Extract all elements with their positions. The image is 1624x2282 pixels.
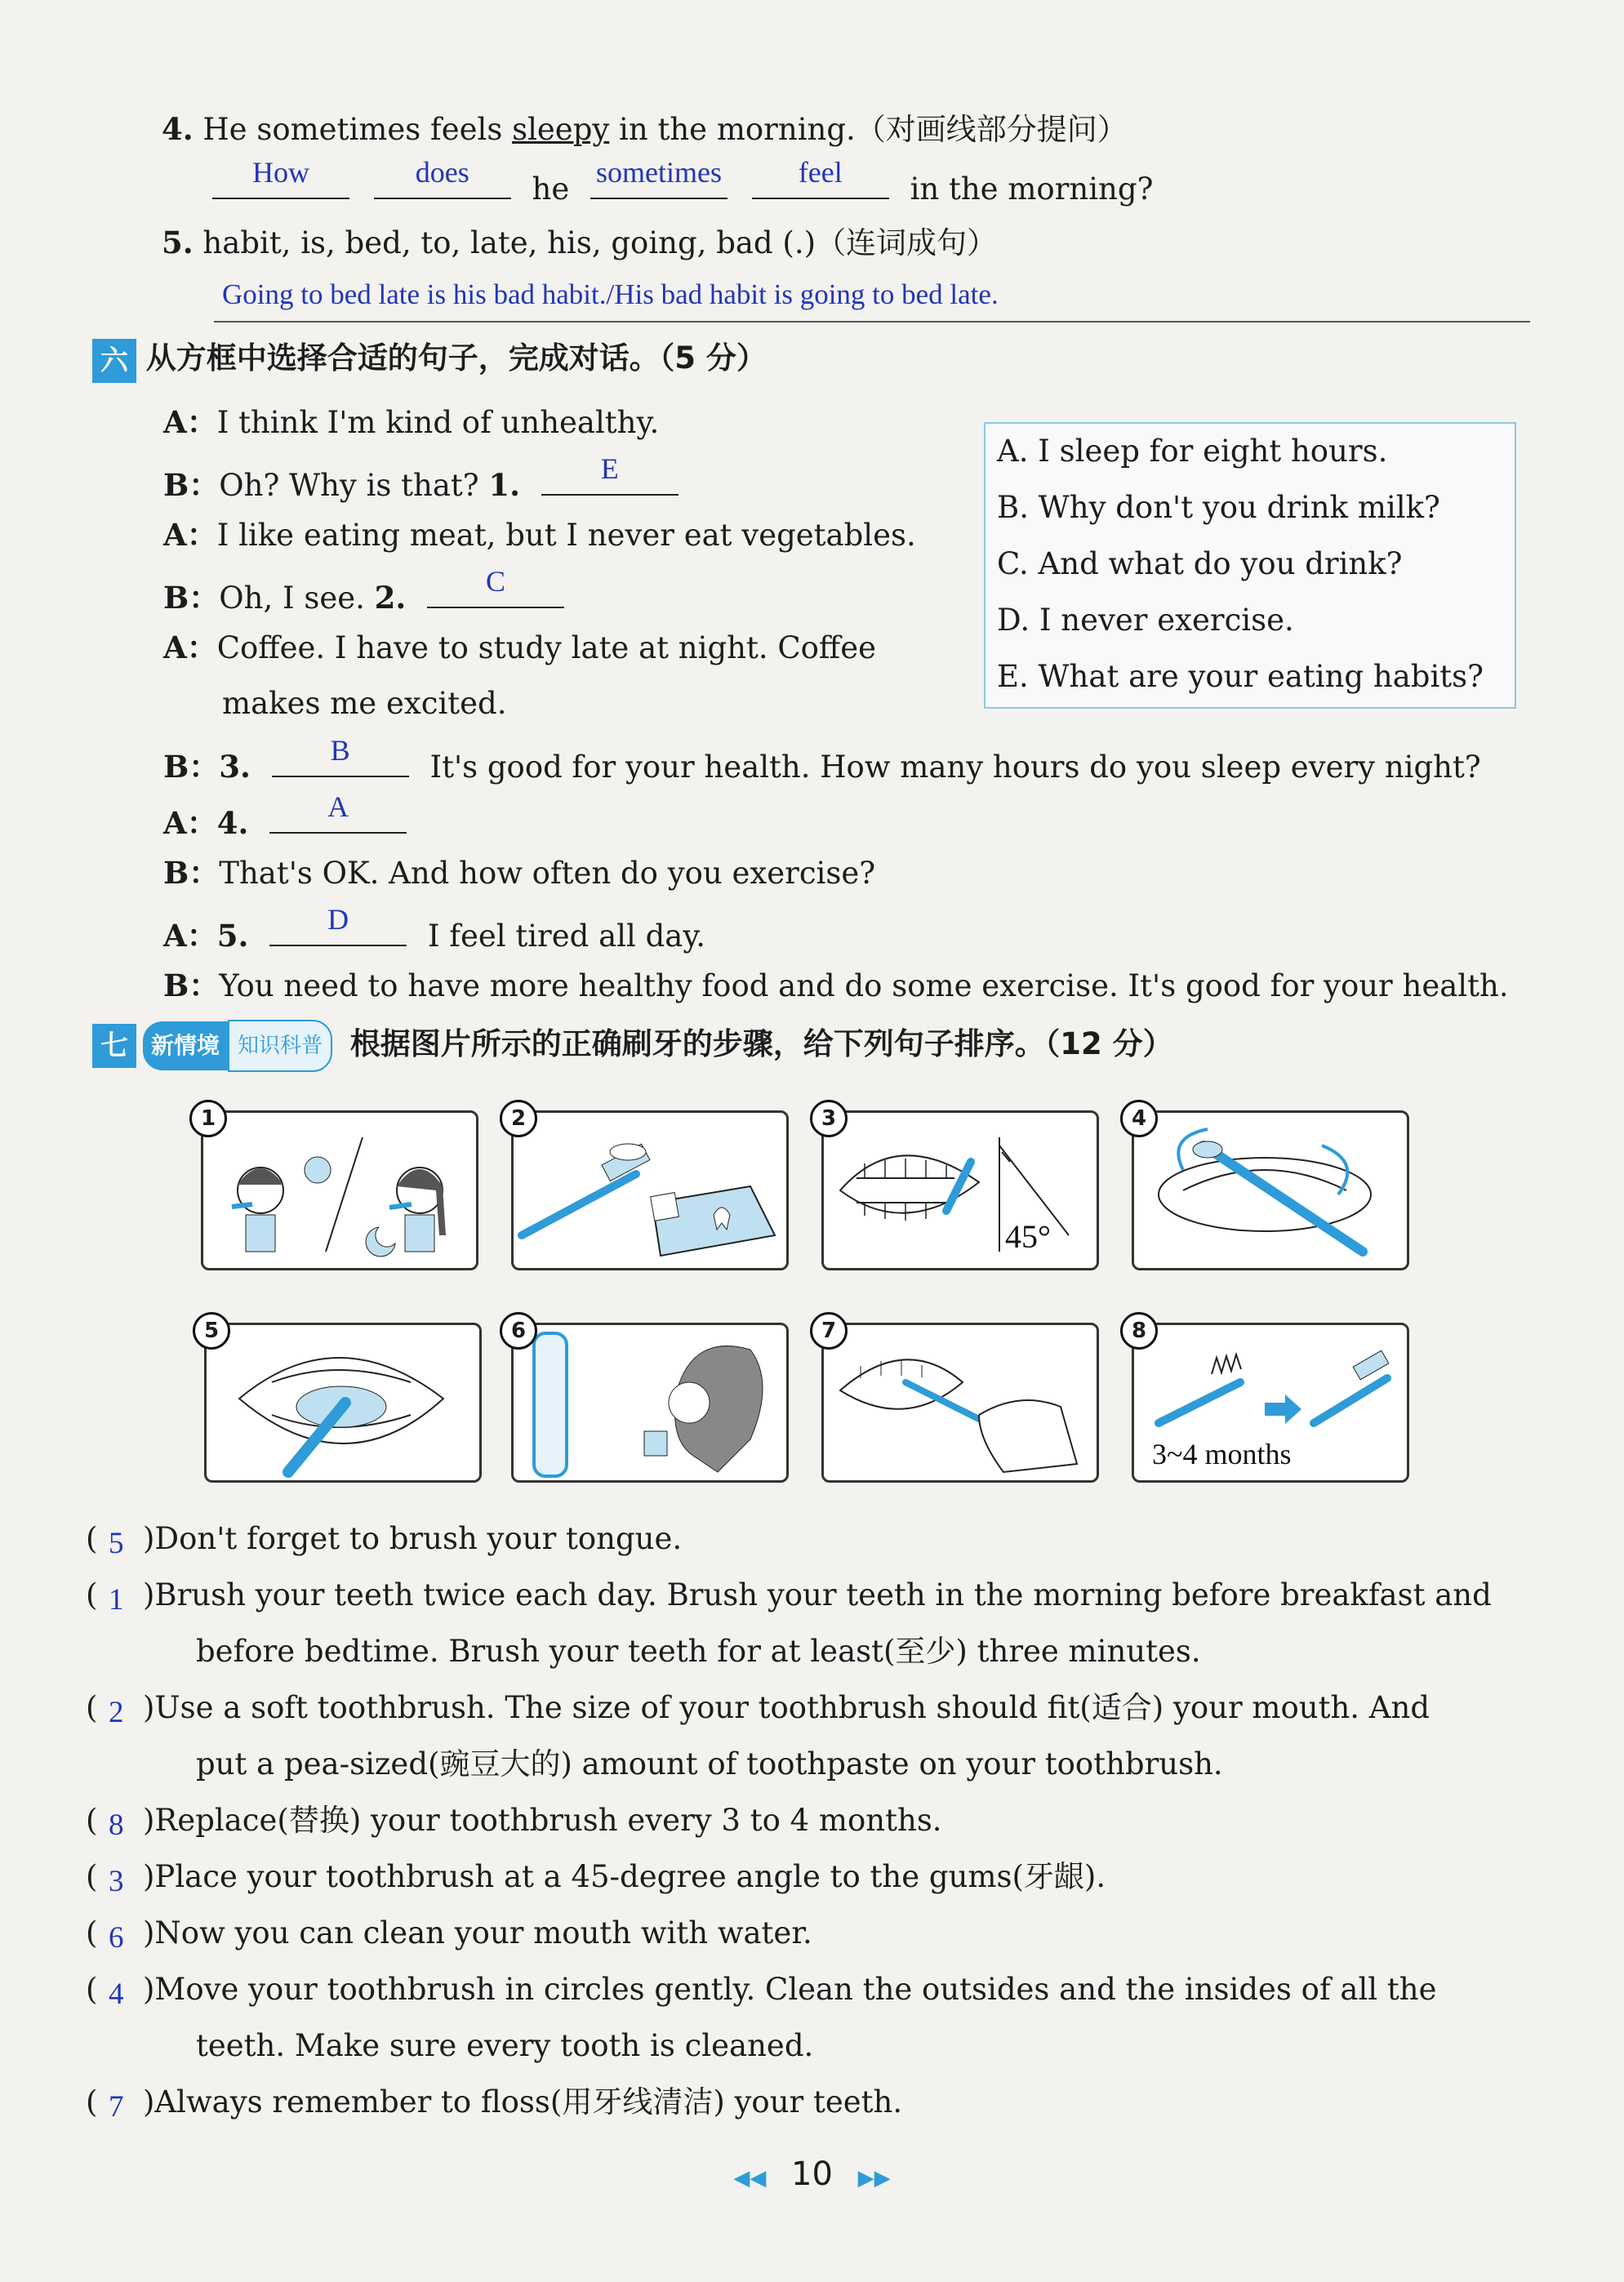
step-number: 7: [810, 1312, 848, 1350]
step-picture-1: [201, 1110, 478, 1270]
answer-blank[interactable]: C: [427, 571, 564, 608]
answer-blank[interactable]: does: [374, 162, 511, 199]
dialogue-line: A：4. A: [163, 796, 407, 844]
step-number: 6: [500, 1312, 537, 1350]
step-number: 4: [1120, 1100, 1158, 1137]
dialogue-line: makes me excited.: [222, 686, 507, 721]
section-6-header: [92, 336, 767, 381]
section-badge: 七: [92, 1024, 136, 1068]
step-number: 5: [193, 1312, 230, 1350]
answer-blank[interactable]: feel: [752, 162, 889, 199]
option-d: D. I never exercise.: [997, 603, 1294, 638]
step-picture-2: [511, 1110, 789, 1270]
answer-paren[interactable]: ( 7: [86, 2084, 124, 2124]
dialogue-line: B：3. B It's good for your health. How many hours do you sleep every night?: [163, 734, 1481, 785]
option-a: A. I sleep for eight hours.: [997, 434, 1388, 469]
answer-blank[interactable]: sometimes: [590, 162, 727, 199]
dialogue-line: A：I think I'm kind of unhealthy.: [163, 404, 660, 440]
ordering-item: ( 7 )Always remember to floss(用牙线清洁) your teeth.: [86, 2082, 902, 2123]
dialogue-line: A：5. D I feel tired all day.: [163, 903, 706, 954]
section-title: 从方框中选择合适的句子，完成对话。（5 分）: [145, 340, 767, 376]
ordering-item: ( 1 )Brush your teeth twice each day. Brush your teeth in the morning before breakfast and: [86, 1575, 1492, 1616]
science-tag: 知识科普: [228, 1020, 332, 1072]
option-c: C. And what do you drink?: [997, 546, 1403, 581]
dialogue-line: B：Oh? Why is that? 1. E: [163, 458, 679, 506]
answer-line: [214, 321, 1530, 323]
ordering-item-cont: teeth. Make sure every tooth is cleaned.: [196, 2028, 814, 2063]
underlined-word: sleepy: [512, 112, 610, 147]
ordering-item: ( 2 )Use a soft toothbrush. The size of your toothbrush should fit(适合) your mouth. And: [86, 1688, 1430, 1728]
answer-blank[interactable]: E: [541, 458, 679, 496]
ordering-item: ( 4 )Move your toothbrush in circles gently. Clean the outsides and the insides of all the: [86, 1969, 1437, 2010]
options-box: [984, 422, 1516, 709]
replace-toothbrush-icon: [1134, 1325, 1407, 1480]
step-number: 3: [810, 1100, 848, 1137]
teeth-angle-icon: [824, 1113, 1097, 1268]
question-5-answer: Going to bed late is his bad habit./His bad habit is going to bed late.: [222, 278, 999, 310]
step-picture-7: [821, 1323, 1099, 1483]
dialogue-line: B：Oh, I see. 2. C: [163, 571, 564, 619]
tongue-brushing-icon: [207, 1325, 479, 1480]
page-footer: [0, 2155, 1624, 2193]
dialogue-line: B：You need to have more healthy food and do some exercise. It's good for your health.: [163, 968, 1509, 1003]
step-picture-8: [1132, 1323, 1409, 1483]
answer-paren[interactable]: ( 3: [86, 1859, 124, 1898]
ordering-item: ( 5 )Don't forget to brush your tongue.: [86, 1519, 682, 1559]
option-e: E. What are your eating habits?: [997, 659, 1484, 694]
answer-blank[interactable]: D: [269, 909, 407, 946]
new-context-tag: 新情境: [143, 1021, 228, 1070]
ordering-item-cont: before bedtime. Brush your teeth for at least(至少) three minutes.: [196, 1634, 1201, 1669]
page-number: 10: [791, 2155, 833, 2193]
circular-brushing-icon: [1134, 1113, 1407, 1268]
ordering-item: ( 6 )Now you can clean your mouth with water.: [86, 1913, 812, 1954]
step-number: 1: [189, 1100, 227, 1137]
flossing-icon: [824, 1325, 1097, 1480]
answer-blank[interactable]: B: [272, 740, 409, 777]
angle-label: 45°: [1005, 1218, 1051, 1255]
answer-paren[interactable]: ( 4: [86, 1972, 124, 2011]
answer-paren[interactable]: ( 1: [86, 1577, 124, 1617]
section-title: 根据图片所示的正确刷牙的步骤，给下列句子排序。（12 分）: [349, 1025, 1173, 1061]
step-picture-5: [204, 1323, 482, 1483]
step-number: 8: [1120, 1312, 1158, 1350]
section-7-header: [92, 1020, 1173, 1065]
toothbrush-toothpaste-icon: [514, 1113, 786, 1268]
step-picture-6: [511, 1323, 789, 1483]
dialogue-line: B：That's OK. And how often do you exercise?: [163, 855, 876, 891]
ordering-item: ( 3 )Place your toothbrush at a 45-degree angle to the gums(牙龈).: [86, 1857, 1106, 1897]
girl-brushing-day-night-icon: [203, 1113, 476, 1268]
dialogue-line: A：Coffee. I have to study late at night. Coffee: [163, 629, 877, 665]
question-5: 5. habit, is, bed, to, late, his, going, bad (.)（连词成句）: [162, 225, 998, 260]
answer-paren[interactable]: ( 8: [86, 1803, 124, 1842]
answer-blank[interactable]: A: [269, 796, 407, 834]
months-label: 3~4 months: [1152, 1438, 1292, 1470]
step-picture-4: [1132, 1110, 1409, 1270]
question-4: 4. He sometimes feels sleepy in the morning.（对画线部分提问）: [162, 111, 1128, 147]
girl-rinsing-mirror-icon: [514, 1325, 786, 1480]
prev-arrows-icon: ◀◀: [733, 2166, 767, 2191]
answer-paren[interactable]: ( 5: [86, 1521, 124, 1560]
next-arrows-icon: ▶▶: [857, 2166, 891, 2191]
section-badge: 六: [92, 339, 136, 383]
step-picture-3: [821, 1110, 1099, 1270]
dialogue-line: A：I like eating meat, but I never eat vegetables.: [163, 517, 916, 553]
answer-paren[interactable]: ( 2: [86, 1690, 124, 1729]
ordering-item-cont: put a pea-sized(豌豆大的) amount of toothpaste on your toothbrush.: [196, 1746, 1223, 1782]
step-number: 2: [500, 1100, 537, 1137]
answer-blank[interactable]: How: [212, 162, 349, 199]
ordering-item: ( 8 )Replace(替换) your toothbrush every 3 to 4 months.: [86, 1800, 942, 1841]
answer-paren[interactable]: ( 6: [86, 1915, 124, 1955]
option-b: B. Why don't you drink milk?: [997, 490, 1440, 525]
question-4-answer-row: How does he sometimes feel in the morning?: [212, 162, 1153, 210]
